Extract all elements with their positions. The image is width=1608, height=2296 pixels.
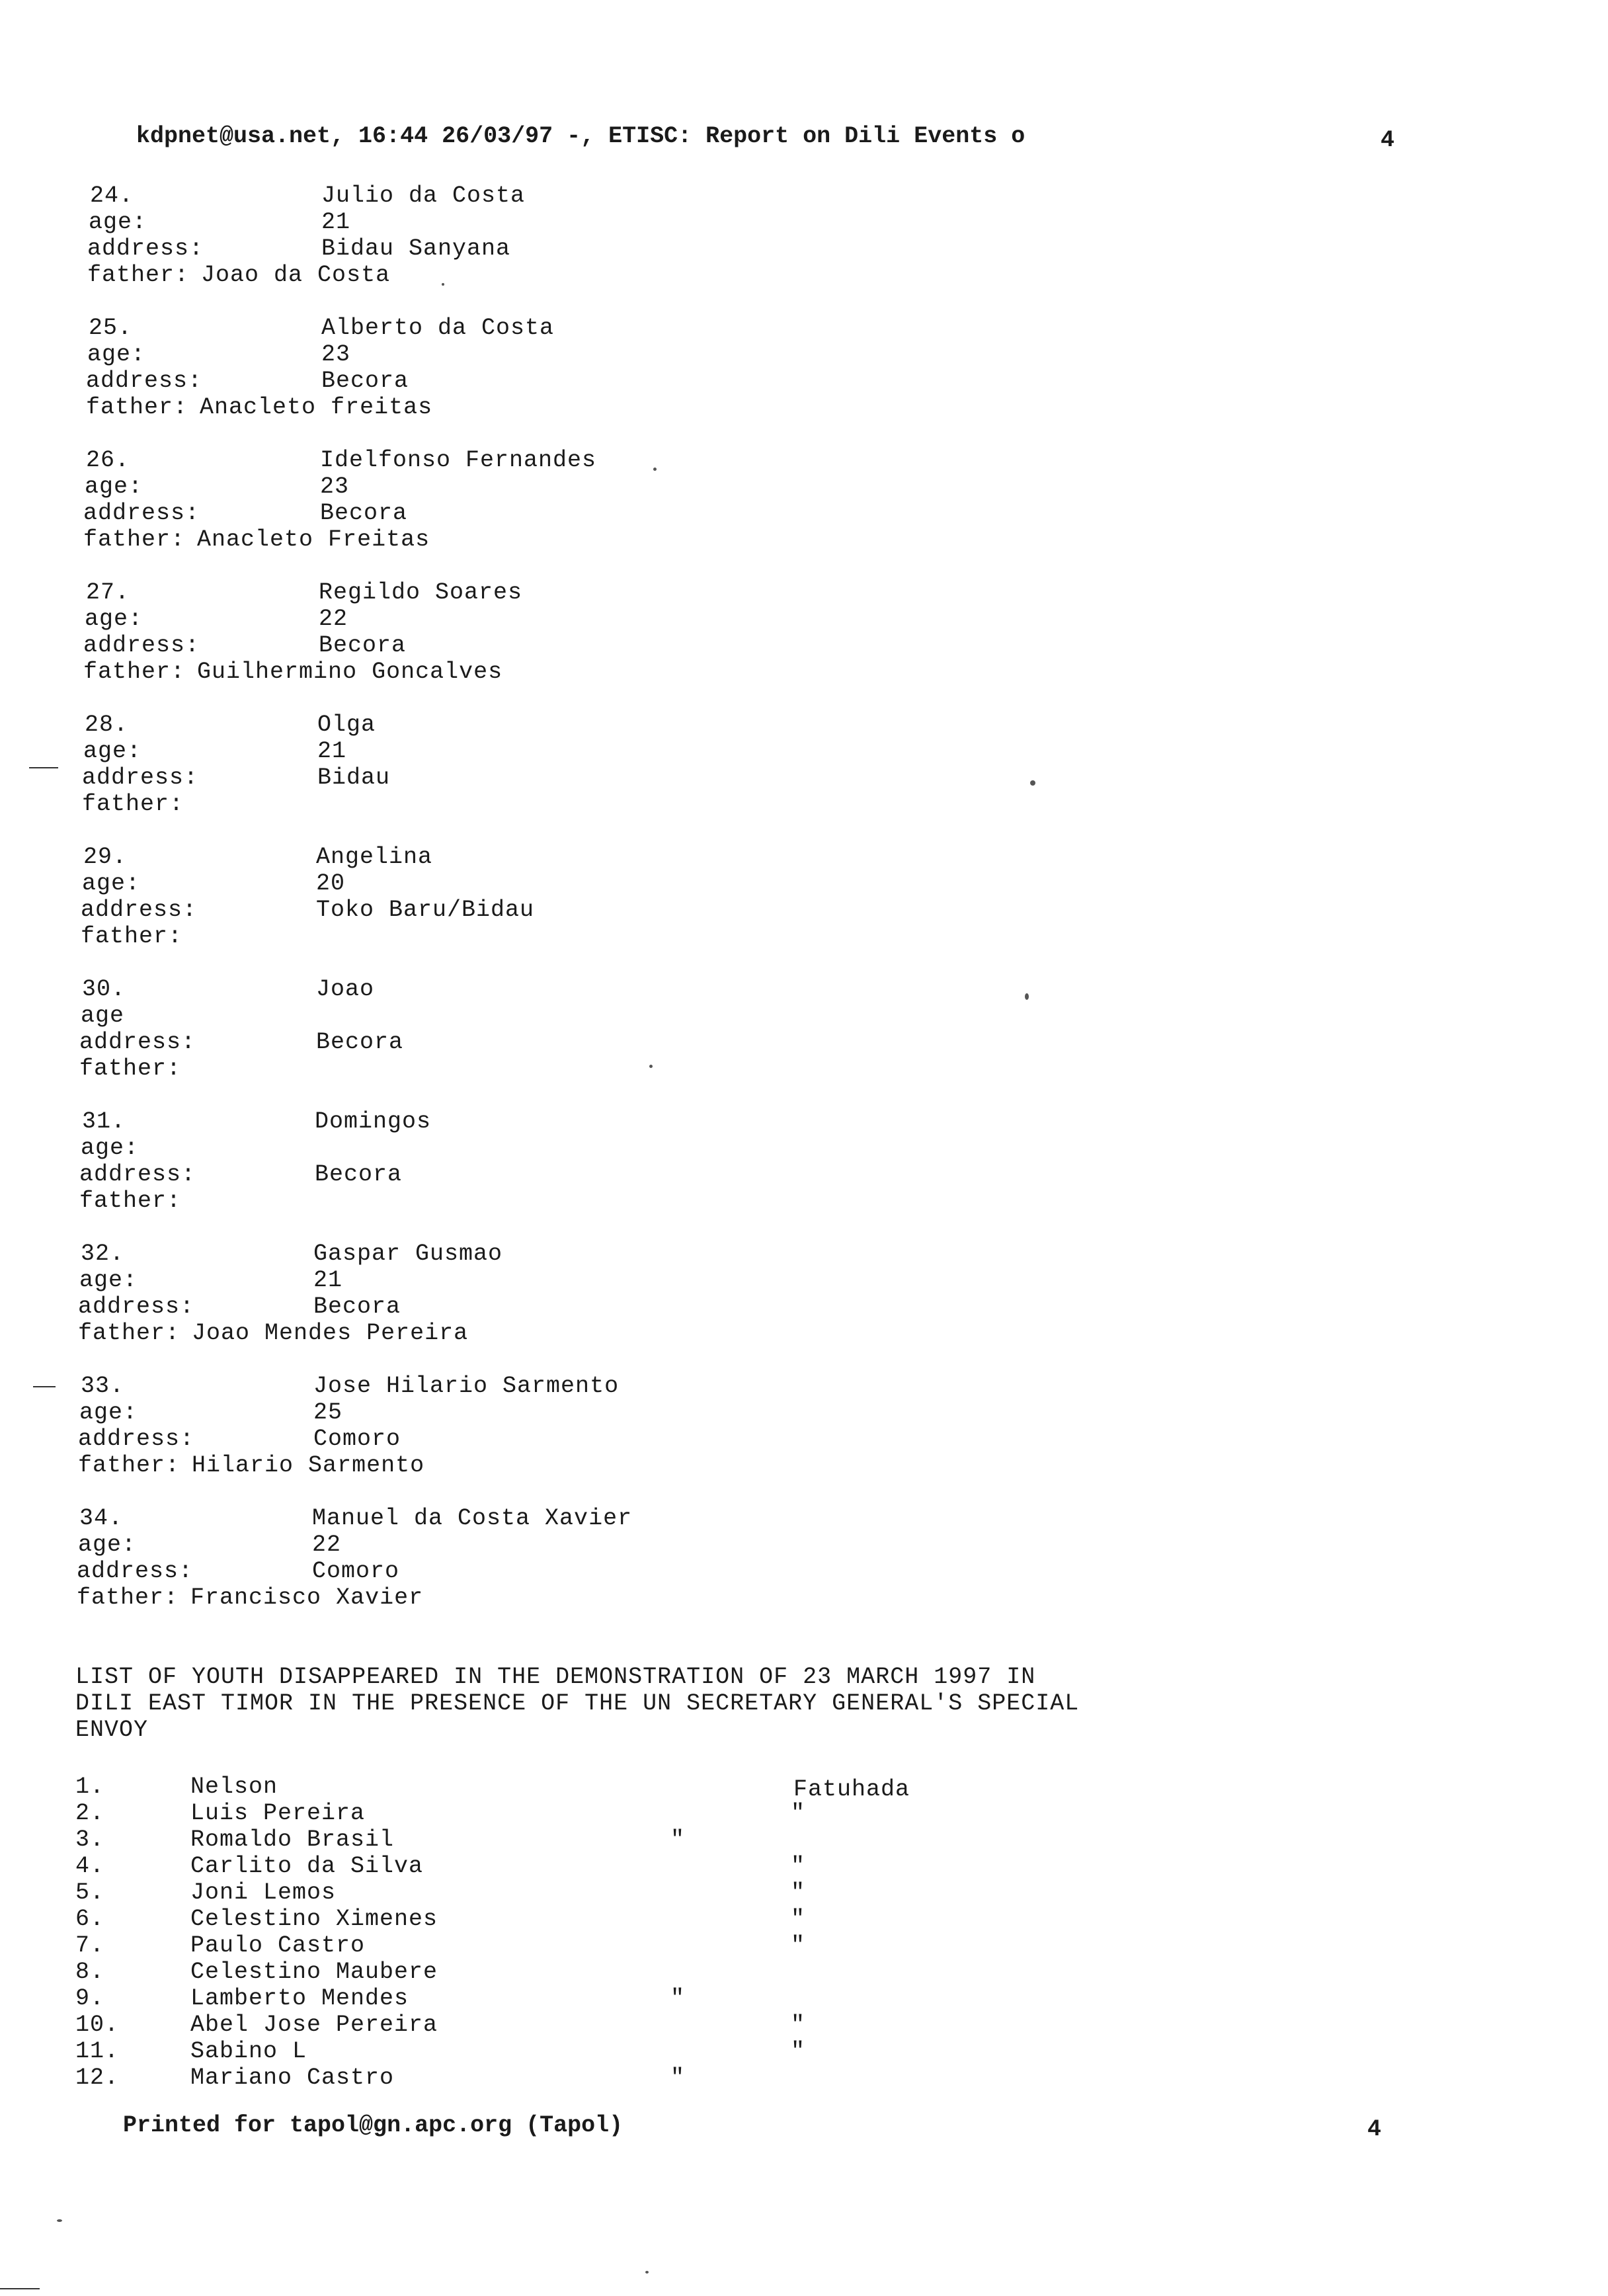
- entry-address-value: Becora: [316, 1029, 404, 1055]
- entry-number: 26.: [86, 447, 130, 473]
- page-header-number: 4: [1381, 127, 1395, 153]
- entry-father-row: [78, 1452, 424, 1479]
- entry-father-label: father:: [79, 1188, 182, 1214]
- youth-list-number: 7.: [75, 1932, 105, 1959]
- entry-name: Joao: [316, 976, 375, 1003]
- youth-list-name: Celestino Maubere: [190, 1959, 438, 1985]
- entry-address-label: address:: [77, 1558, 194, 1584]
- entry-address-value: Becora: [321, 368, 409, 394]
- youth-list-place: ": [791, 2012, 806, 2038]
- scan-speck: [442, 283, 444, 286]
- youth-list-number: 6.: [75, 1906, 105, 1932]
- entry-number: 31.: [82, 1108, 126, 1135]
- entry-address-label: address:: [83, 632, 200, 659]
- scan-mark: [29, 767, 58, 768]
- page-footer-number: 4: [1367, 2116, 1382, 2143]
- youth-list-number: 5.: [75, 1879, 105, 1906]
- entry-father-label: father:: [87, 262, 190, 288]
- youth-list-number: 2.: [75, 1800, 105, 1826]
- entry-age-label: age:: [83, 738, 142, 764]
- entry-father-label: father:: [83, 526, 186, 553]
- scan-mark: [33, 1386, 56, 1387]
- list-heading-line: DILI EAST TIMOR IN THE PRESENCE OF THE UN SECRETARY GENERAL'S SPECIAL: [75, 1690, 1080, 1717]
- youth-list-place: ": [791, 1932, 806, 1959]
- youth-list-place: ": [670, 1985, 686, 2012]
- youth-list-place: ": [791, 2038, 806, 2065]
- youth-list-number: 4.: [75, 1853, 105, 1879]
- entry-age-value: 23: [320, 473, 350, 500]
- entry-name: Alberto da Costa: [321, 315, 555, 341]
- entry-father-value: Francisco Xavier: [190, 1584, 424, 1611]
- entry-father-row: [79, 1188, 193, 1214]
- entry-number: 28.: [85, 712, 129, 738]
- page-header-title: kdpnet@usa.net, 16:44 26/03/97 -, ETISC: Report on Dili Events o: [136, 123, 1025, 149]
- entry-age-label: age:: [79, 1399, 138, 1426]
- entry-name: Julio da Costa: [321, 183, 526, 209]
- entry-number: 24.: [90, 183, 134, 209]
- entry-address-value: Bidau: [317, 764, 391, 791]
- entry-number: 33.: [81, 1373, 125, 1399]
- entry-father-value: Hilario Sarmento: [192, 1452, 425, 1479]
- entry-number: 27.: [86, 579, 130, 606]
- entry-name: Gaspar Gusmao: [313, 1241, 503, 1267]
- youth-list-number: 12.: [75, 2065, 120, 2091]
- entry-father-label: father:: [78, 1320, 181, 1346]
- scan-speck: [1025, 993, 1029, 1000]
- entry-father-row: [78, 1320, 468, 1346]
- entry-age-value: 23: [321, 341, 351, 368]
- entry-age-value: 21: [313, 1267, 343, 1293]
- youth-list-number: 3.: [75, 1826, 105, 1853]
- entry-address-label: address:: [78, 1426, 195, 1452]
- entry-address-value: Comoro: [312, 1558, 400, 1584]
- scan-speck: [645, 2271, 649, 2274]
- entry-address-value: Becora: [313, 1293, 401, 1320]
- entry-age-value: 20: [316, 870, 346, 897]
- scan-speck: [57, 2219, 62, 2222]
- entry-address-label: address:: [79, 1161, 196, 1188]
- entry-father-row: [83, 526, 430, 553]
- entry-age-label: age:: [78, 1532, 137, 1558]
- entry-name: Angelina: [316, 844, 433, 870]
- youth-list-place: ": [791, 1800, 806, 1826]
- entry-address-label: address:: [79, 1029, 196, 1055]
- scan-speck: [1030, 780, 1035, 786]
- youth-list-place: ": [791, 1906, 806, 1932]
- entry-name: Regildo Soares: [319, 579, 523, 606]
- entry-age-value: 22: [319, 606, 348, 632]
- youth-list-name: Nelson: [190, 1774, 278, 1800]
- list-heading-line: ENVOY: [75, 1717, 149, 1743]
- entry-father-label: father:: [86, 394, 188, 421]
- entry-father-row: [86, 394, 432, 421]
- youth-list-number: 11.: [75, 2038, 120, 2065]
- entry-number: 29.: [83, 844, 128, 870]
- scan-speck: [653, 468, 657, 471]
- entry-age-label: age:: [89, 209, 147, 235]
- entry-number: 25.: [89, 315, 133, 341]
- entry-father-value: Joao da Costa: [201, 262, 391, 288]
- youth-list-place: ": [670, 1826, 686, 1853]
- entry-address-value: Becora: [319, 632, 407, 659]
- youth-list-number: 8.: [75, 1959, 105, 1985]
- youth-list-name: Sabino L: [190, 2038, 307, 2065]
- youth-list-name: Joni Lemos: [190, 1879, 337, 1906]
- youth-list-number: 1.: [75, 1774, 105, 1800]
- youth-list-place: ": [670, 2065, 686, 2091]
- youth-list-place: ": [791, 1879, 806, 1906]
- entry-age-label: age: [81, 1003, 125, 1029]
- entry-address-label: address:: [83, 500, 200, 526]
- scan-speck: [649, 1065, 653, 1068]
- entry-address-label: address:: [78, 1293, 195, 1320]
- entry-age-label: age:: [81, 1135, 140, 1161]
- entry-name: Domingos: [315, 1108, 432, 1135]
- entry-address-label: address:: [87, 235, 204, 262]
- entry-address-value: Comoro: [313, 1426, 401, 1452]
- entry-age-label: age:: [87, 341, 146, 368]
- entry-address-label: address:: [82, 764, 199, 791]
- youth-list-name: Abel Jose Pereira: [190, 2012, 438, 2038]
- youth-list-place: ": [791, 1853, 806, 1879]
- entry-father-label: father:: [77, 1584, 179, 1611]
- entry-name: Olga: [317, 712, 376, 738]
- entry-father-label: father:: [82, 791, 184, 817]
- entry-number: 32.: [81, 1241, 125, 1267]
- entry-father-row: [82, 791, 196, 817]
- entry-father-value: Anacleto freitas: [200, 394, 433, 421]
- entry-father-label: father:: [78, 1452, 181, 1479]
- page-footer-printed-for: Printed for tapol@gn.apc.org (Tapol): [123, 2112, 623, 2139]
- entry-father-label: father:: [79, 1055, 182, 1082]
- entry-age-value: 22: [312, 1532, 342, 1558]
- youth-list-name: Luis Pereira: [190, 1800, 366, 1826]
- entry-age-label: age:: [79, 1267, 138, 1293]
- entry-age-label: age:: [85, 606, 143, 632]
- entry-father-row: [87, 262, 390, 288]
- youth-list-name: Romaldo Brasil: [190, 1826, 395, 1853]
- entry-address-value: Bidau Sanyana: [321, 235, 511, 262]
- youth-list-name: Mariano Castro: [190, 2065, 395, 2091]
- entry-father-value: Anacleto Freitas: [197, 526, 430, 553]
- entry-age-label: age:: [85, 473, 143, 500]
- list-heading-line: LIST OF YOUTH DISAPPEARED IN THE DEMONSTRATION OF 23 MARCH 1997 IN: [75, 1664, 1036, 1690]
- entry-number: 34.: [79, 1505, 124, 1532]
- entry-father-value: Guilhermino Goncalves: [197, 659, 503, 685]
- entry-address-value: Becora: [315, 1161, 403, 1188]
- entry-name: Jose Hilario Sarmento: [313, 1373, 620, 1399]
- youth-list-name: Lamberto Mendes: [190, 1985, 409, 2012]
- youth-list-place: Fatuhada: [793, 1776, 910, 1803]
- entry-number: 30.: [82, 976, 126, 1003]
- entry-father-row: [83, 659, 502, 685]
- youth-list-name: Carlito da Silva: [190, 1853, 424, 1879]
- entry-father-value: Joao Mendes Pereira: [192, 1320, 469, 1346]
- entry-address-label: address:: [81, 897, 198, 923]
- entry-father-label: father:: [83, 659, 186, 685]
- scan-mark: [0, 2288, 40, 2289]
- youth-list-number: 10.: [75, 2012, 120, 2038]
- entry-address-label: address:: [86, 368, 203, 394]
- youth-list-name: Paulo Castro: [190, 1932, 366, 1959]
- entry-address-value: Becora: [320, 500, 408, 526]
- entry-father-row: [81, 923, 194, 950]
- entry-father-row: [79, 1055, 193, 1082]
- youth-list-number: 9.: [75, 1985, 105, 2012]
- entry-name: Idelfonso Fernandes: [320, 447, 597, 473]
- entry-age-value: 21: [321, 209, 351, 235]
- entry-father-label: father:: [81, 923, 183, 950]
- entry-address-value: Toko Baru/Bidau: [316, 897, 535, 923]
- entry-name: Manuel da Costa Xavier: [312, 1505, 633, 1532]
- entry-age-label: age:: [82, 870, 141, 897]
- entry-father-row: [77, 1584, 423, 1611]
- entry-age-value: 21: [317, 738, 347, 764]
- entry-age-value: 25: [313, 1399, 343, 1426]
- youth-list-name: Celestino Ximenes: [190, 1906, 438, 1932]
